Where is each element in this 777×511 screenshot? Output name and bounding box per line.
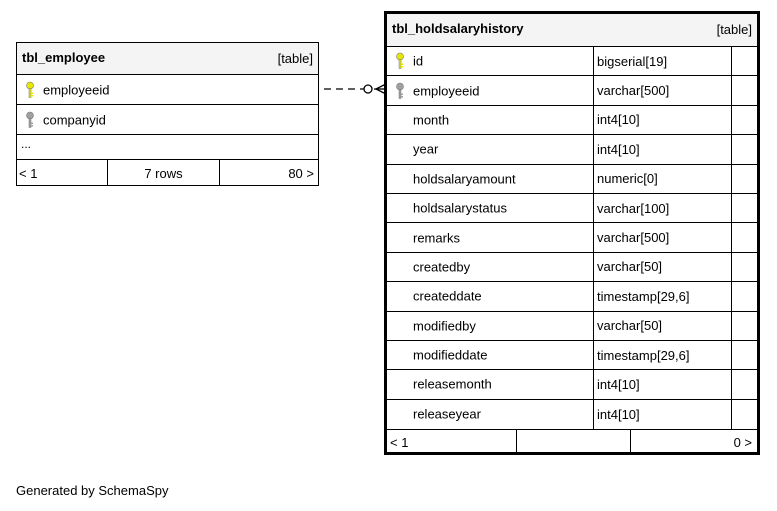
foreign-key-icon — [25, 111, 35, 129]
column-row-id[interactable] — [387, 47, 757, 76]
column-name: modifieddate — [413, 347, 488, 363]
table-name: tbl_employee — [22, 50, 106, 65]
column-type: bigserial[19] — [593, 47, 732, 75]
column-name: year — [413, 141, 439, 157]
footer-children: 0 > — [630, 430, 757, 455]
primary-key-icon — [395, 52, 405, 70]
column-type: timestamp[29,6] — [593, 341, 732, 369]
column-name: id — [413, 53, 424, 69]
column-name: employeeid — [43, 82, 110, 97]
column-name: modifiedby — [413, 318, 476, 334]
table-type: [table] — [277, 51, 313, 66]
table-header — [387, 14, 757, 47]
column-row-remarks[interactable] — [387, 223, 757, 252]
column-type: int4[10] — [593, 400, 732, 429]
table-name: tbl_holdsalaryhistory — [392, 21, 524, 36]
footer-row-count: 7 rows — [107, 160, 219, 186]
column-type: numeric[0] — [593, 165, 732, 193]
column-row-companyid[interactable] — [17, 105, 318, 135]
footer-children: 80 > — [219, 160, 318, 186]
column-row-month[interactable] — [387, 106, 757, 135]
table-type: [table] — [716, 22, 752, 37]
column-type: varchar[50] — [593, 253, 732, 281]
column-type: varchar[500] — [593, 223, 732, 251]
column-name: remarks — [413, 230, 460, 246]
table-tbl-employee[interactable] — [16, 42, 319, 186]
column-name: releaseyear — [413, 406, 481, 422]
column-name: createdby — [413, 259, 471, 275]
column-type: int4[10] — [593, 370, 732, 398]
column-row-createdby[interactable] — [387, 253, 757, 282]
column-name: companyid — [43, 112, 106, 127]
generated-by-text: Generated by SchemaSpy — [16, 483, 169, 498]
column-type: varchar[50] — [593, 312, 732, 340]
column-type: varchar[500] — [593, 76, 732, 104]
column-row-employeeid[interactable] — [17, 75, 318, 105]
column-type: timestamp[29,6] — [593, 282, 732, 310]
footer-parents: < 1 — [19, 165, 38, 181]
column-row-employeeid[interactable] — [387, 76, 757, 105]
column-row-releaseyear[interactable] — [387, 400, 757, 429]
foreign-key-icon — [395, 82, 405, 100]
column-row-holdsalarystatus[interactable] — [387, 194, 757, 223]
column-name: month — [413, 112, 450, 128]
column-row-modifiedby[interactable] — [387, 312, 757, 341]
column-name: releasemonth — [413, 376, 492, 392]
column-name: holdsalarystatus — [413, 200, 507, 216]
table-header — [17, 43, 318, 75]
column-name: holdsalaryamount — [413, 171, 516, 187]
column-type: varchar[100] — [593, 194, 732, 222]
primary-key-icon — [25, 81, 35, 99]
footer-parents: < 1 — [390, 435, 409, 451]
column-name: createddate — [413, 288, 482, 304]
ellipsis-row — [17, 135, 318, 160]
ellipsis: ... — [21, 137, 32, 151]
table-footer — [17, 160, 318, 186]
table-footer — [387, 430, 757, 455]
column-row-releasemonth[interactable] — [387, 370, 757, 399]
column-name: employeeid — [413, 83, 480, 99]
column-row-year[interactable] — [387, 135, 757, 164]
column-row-modifieddate[interactable] — [387, 341, 757, 370]
column-row-holdsalaryamount[interactable] — [387, 165, 757, 194]
column-row-createddate[interactable] — [387, 282, 757, 311]
footer-row-count — [516, 430, 630, 455]
column-type: int4[10] — [593, 135, 732, 163]
table-tbl-holdsalaryhistory[interactable] — [384, 11, 760, 455]
column-type: int4[10] — [593, 106, 732, 134]
